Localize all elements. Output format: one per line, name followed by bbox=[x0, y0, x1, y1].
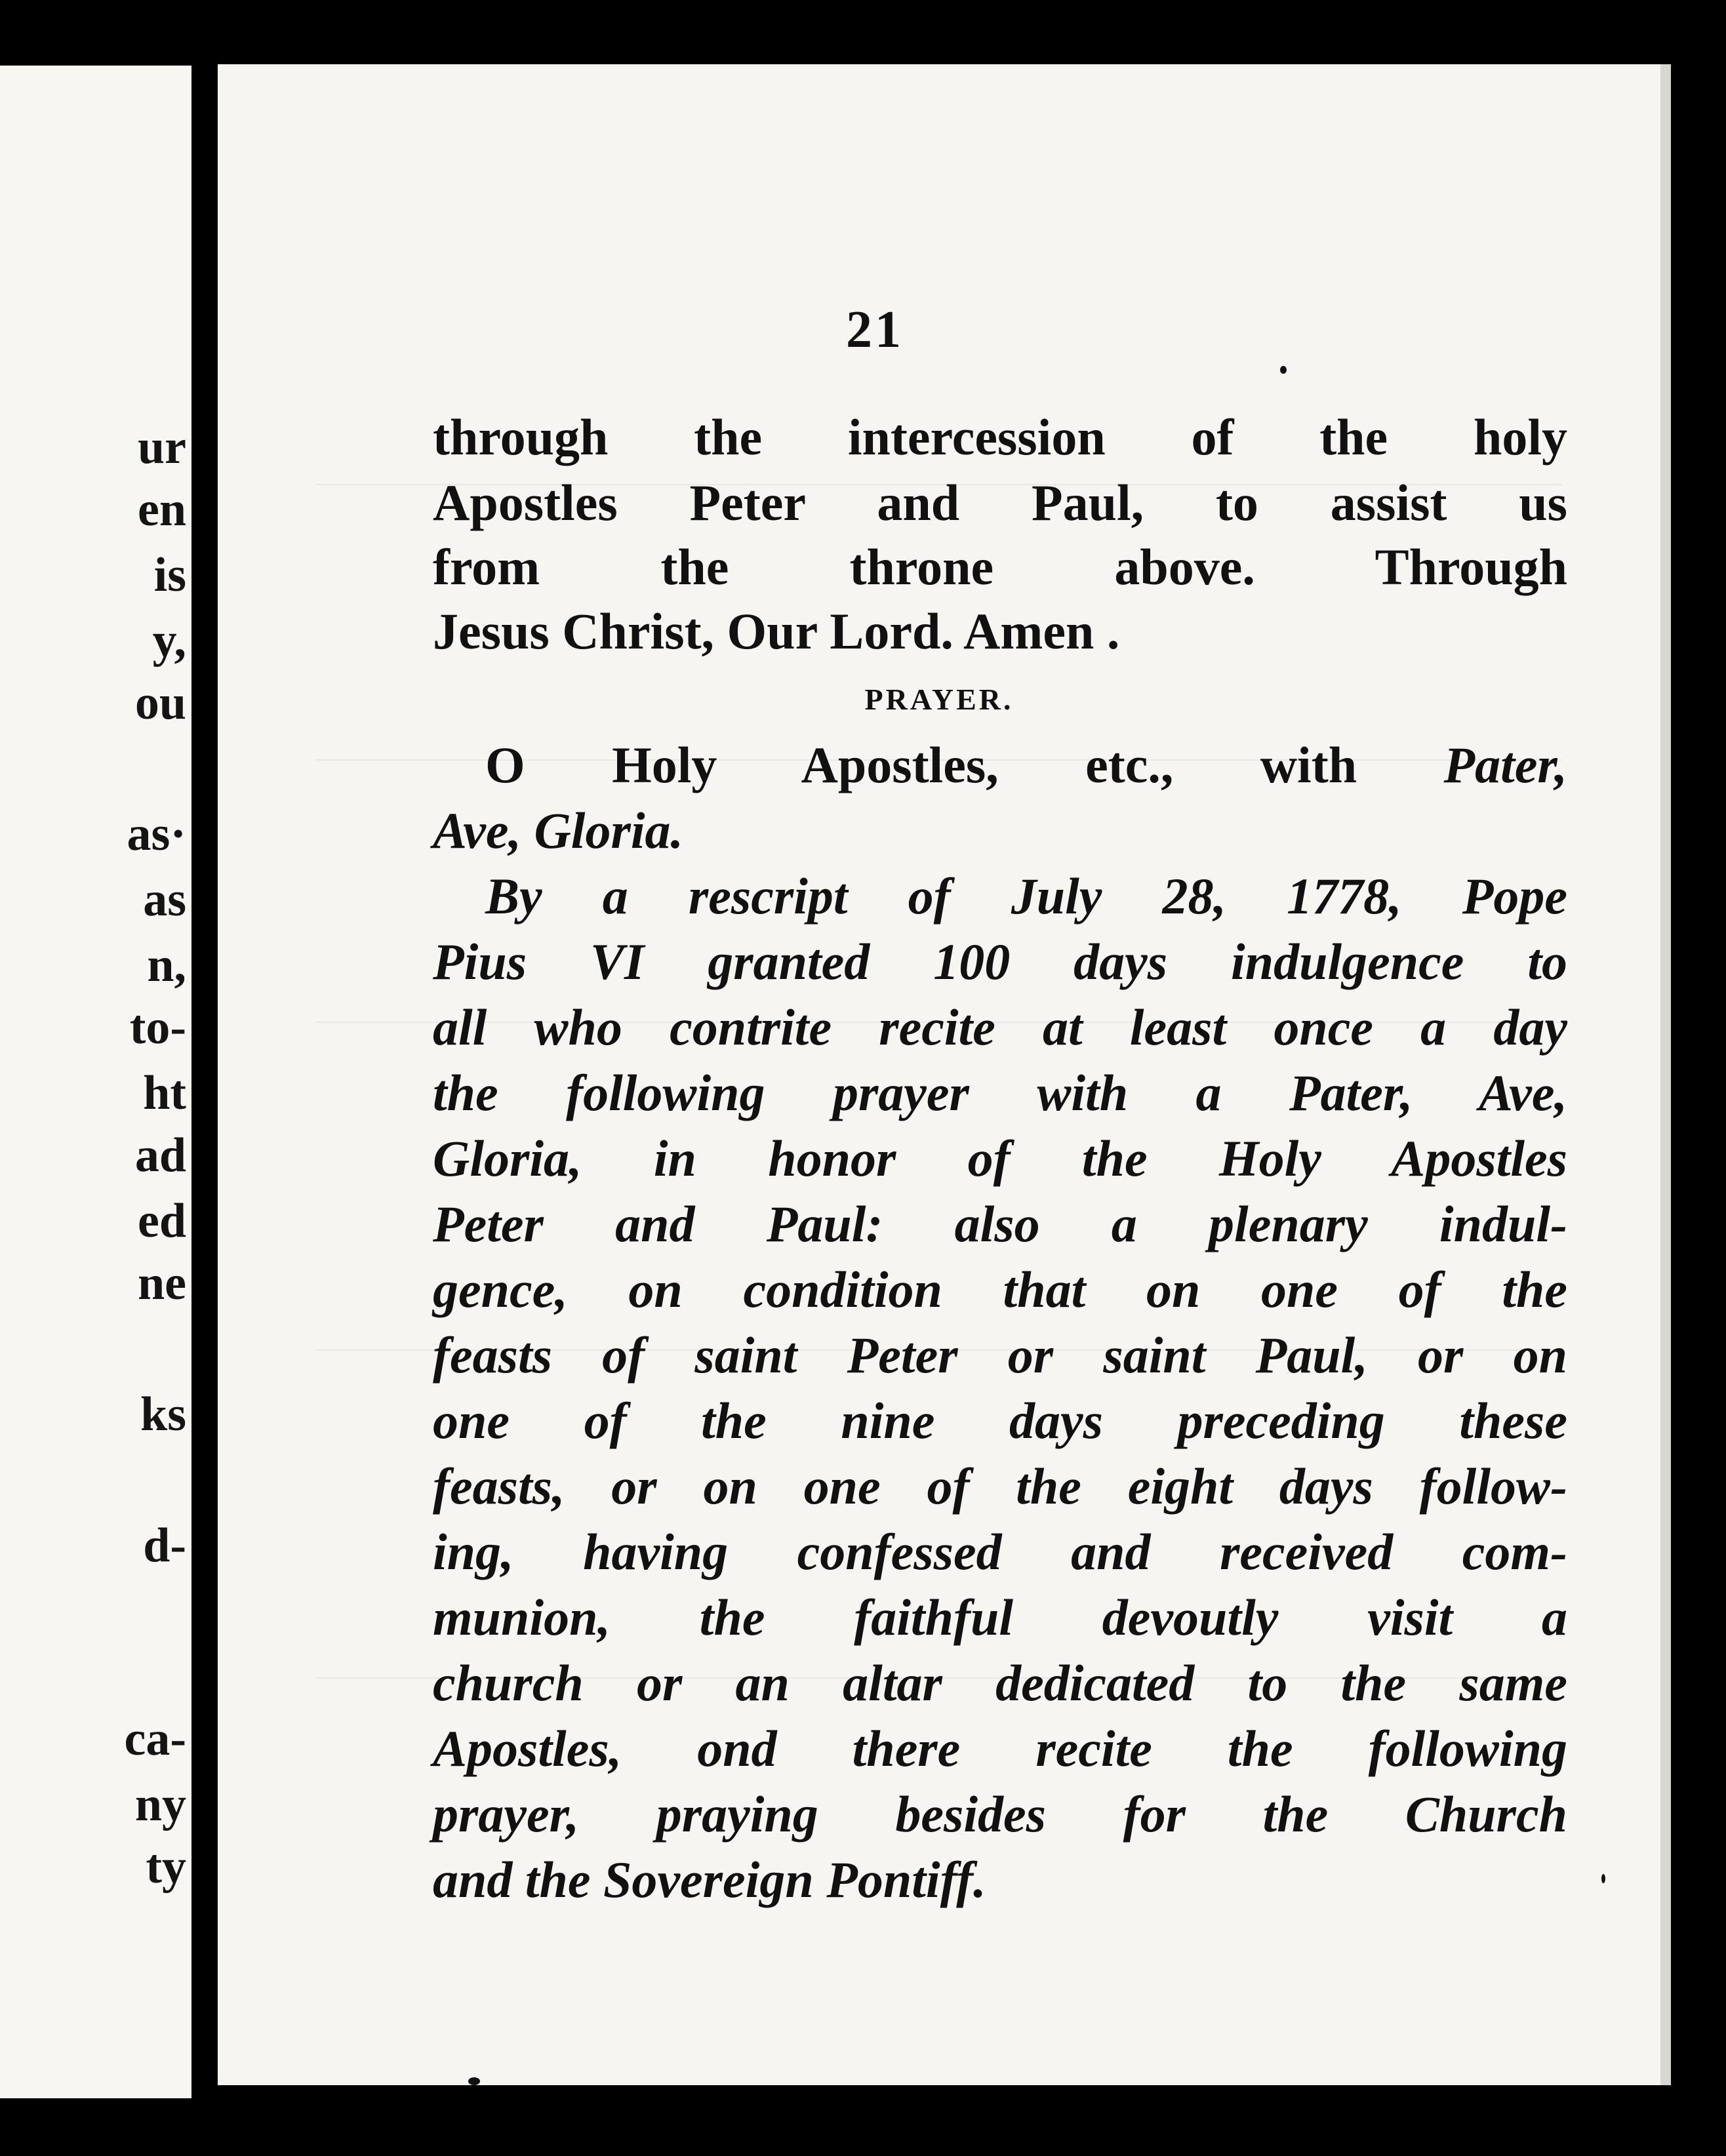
rescript-line: gence, on condition that on one of the bbox=[433, 1261, 1567, 1318]
page-edge bbox=[1660, 64, 1671, 2085]
prayer-heading: PRAYER. bbox=[864, 683, 1014, 716]
left-page-fragment: n, bbox=[147, 938, 186, 992]
rescript-line: one of the nine days preceding these bbox=[433, 1392, 1567, 1449]
body-line: through the intercession of the holy bbox=[433, 409, 1567, 466]
left-page-fragment: ne bbox=[138, 1256, 186, 1310]
rescript-line: the following prayer with a Pater, Ave, bbox=[433, 1064, 1567, 1121]
rescript-line: Gloria, in honor of the Holy Apostles bbox=[433, 1130, 1567, 1187]
rescript-line: prayer, praying besides for the Church bbox=[433, 1786, 1567, 1843]
ink-speck bbox=[1280, 366, 1287, 374]
left-page-fragment: en bbox=[138, 483, 186, 536]
left-page-fragment: to- bbox=[129, 1001, 186, 1054]
rescript-line: ing, having confessed and received com- bbox=[433, 1523, 1567, 1580]
rescript-line: feasts of saint Peter or saint Paul, or on bbox=[433, 1327, 1567, 1384]
ink-speck bbox=[468, 2077, 480, 2085]
left-page-fragment: ur bbox=[138, 420, 186, 474]
prayer-line bbox=[485, 736, 1567, 793]
rescript-line: By a rescript of July 28, 1778, Pope bbox=[485, 868, 1567, 925]
rescript-line: munion, the faithful devoutly visit a bbox=[433, 1589, 1567, 1646]
right-page bbox=[218, 64, 1660, 2085]
left-page-fragment: ht bbox=[143, 1066, 186, 1120]
left-page-fragment: ty bbox=[146, 1840, 186, 1894]
rescript-line: feasts, or on one of the eight days follow- bbox=[433, 1458, 1567, 1515]
rescript-line: and the Sovereign Pontiff. bbox=[433, 1851, 986, 1908]
rescript-line: Pius VI granted 100 days indulgence to bbox=[433, 933, 1567, 990]
left-page-fragment: ad bbox=[134, 1128, 186, 1182]
left-page-fragment: as bbox=[143, 873, 186, 927]
prayer-text-italic: Pater, bbox=[1443, 736, 1567, 793]
left-page-fragment: ks bbox=[140, 1387, 186, 1441]
ink-speck bbox=[1601, 1874, 1605, 1883]
left-page-fragment: ca- bbox=[124, 1712, 186, 1766]
rescript-line: Peter and Paul: also a plenary indul- bbox=[433, 1195, 1567, 1252]
prayer-line: Ave, Gloria. bbox=[433, 802, 684, 859]
body-line: Apostles Peter and Paul, to assist us bbox=[433, 474, 1567, 531]
left-page-fragment: ny bbox=[134, 1778, 186, 1831]
left-page-fragment: is bbox=[153, 548, 186, 602]
rescript-line: church or an altar dedicated to the same bbox=[433, 1654, 1567, 1711]
body-line: Jesus Christ, Our Lord. Amen . bbox=[433, 603, 1120, 660]
prayer-text: O Holy Apostles, etc., with bbox=[485, 736, 1357, 793]
page-number: 21 bbox=[846, 301, 904, 359]
rescript-line: Apostles, ond there recite the following bbox=[433, 1720, 1567, 1777]
left-facing-page bbox=[0, 66, 191, 2098]
left-page-fragment: ed bbox=[138, 1194, 186, 1248]
left-page-fragment: ou bbox=[134, 676, 186, 730]
book-gutter bbox=[191, 39, 218, 2138]
rescript-line: all who contrite recite at least once a day bbox=[433, 999, 1567, 1056]
left-page-fragment: d- bbox=[143, 1519, 186, 1572]
left-page-fragment: y, bbox=[152, 614, 186, 668]
body-line: from the throne above. Through bbox=[433, 538, 1567, 595]
left-page-fragment: as· bbox=[127, 807, 186, 861]
